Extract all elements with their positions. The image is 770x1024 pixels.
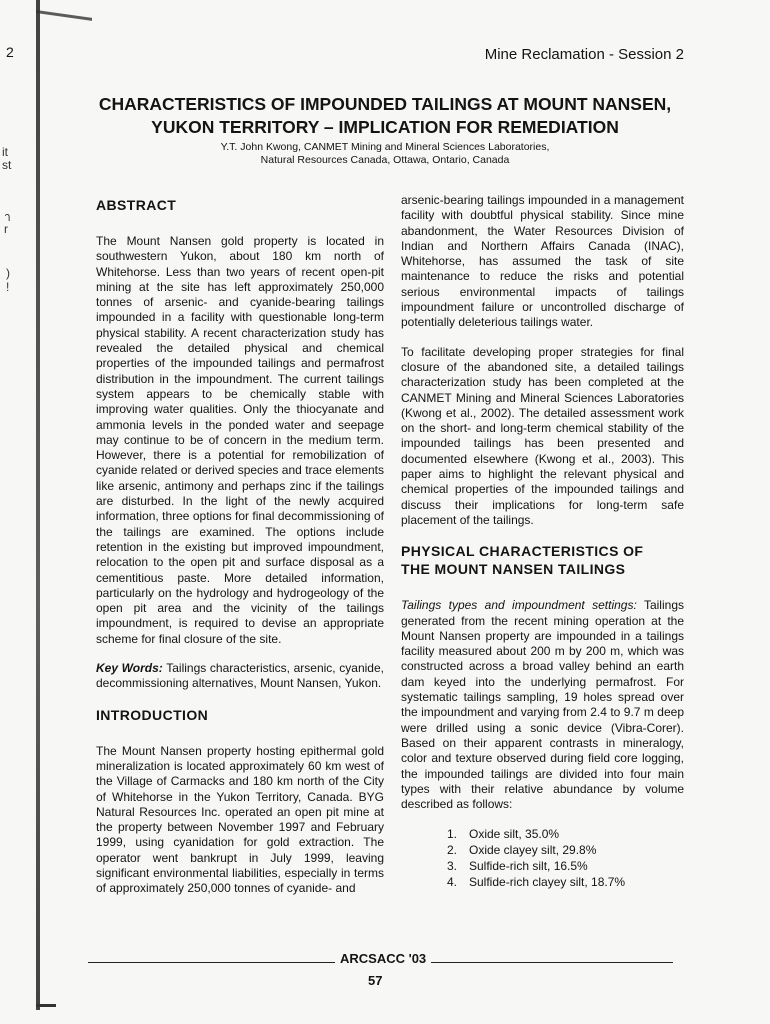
binding-edge bbox=[36, 0, 40, 1010]
footer-conference: ARCSACC '03 bbox=[335, 951, 431, 966]
page-number: 57 bbox=[368, 973, 383, 988]
closure-paragraph: To facilitate developing proper strategies for final closure of the abandoned site, a detailed tailings characterization study has been completed at the CANMET Mining and Mineral Sciences Laboratories (Kwong et al., 2002). The detailed assessment work on the short- and long-term chemical stability of the impounded tailings has been presented and documented elsewhere (Kwong et al., 2003). This paper aims to highlight the relevant physical and chemical properties of the impounded tailings and discuss their implications for long-term safe placement of the tailings. bbox=[401, 344, 684, 527]
list-number: 1. bbox=[447, 827, 458, 842]
keywords-text: Tailings characteristics, arsenic, cyanide, decommissioning alternatives, Mount Nansen, Yukon. bbox=[96, 661, 384, 691]
tailings-types-text: Tailings generated from the recent mining operation at the Mount Nansen property are impounded in a tailings facility measured about 200 m by 200 m, which was constructed across a broad valley behind an earth dam keyed into the underlying permafrost. For systematic tailings sampling, 19 holes spread over the impoundment and varying from 2.4 to 9.7 m deep were drilled using a sonic device (Vibra-Corer). Based on their apparent contrasts in mineralogy, color and texture observed during field core logging, the impounded tailings are divided into four main types with their relative abundance by volume described as follows: bbox=[401, 598, 684, 812]
title-line: CHARACTERISTICS OF IMPOUNDED TAILINGS AT MOUNT NANSEN, bbox=[98, 94, 672, 114]
binding-foot bbox=[36, 1004, 56, 1007]
heading-line: PHYSICAL CHARACTERISTICS OF bbox=[401, 543, 644, 560]
margin-mark: st bbox=[2, 158, 12, 172]
margin-mark: ! bbox=[6, 280, 10, 294]
margin-mark: า bbox=[4, 210, 11, 224]
list-text: Sulfide-rich silt, 16.5% bbox=[469, 859, 588, 874]
facing-page-number: 2 bbox=[6, 44, 14, 60]
margin-mark: r bbox=[4, 222, 8, 236]
tailings-types-paragraph bbox=[401, 598, 684, 812]
margin-mark: ) bbox=[6, 266, 10, 280]
author-line: Y.T. John Kwong, CANMET Mining and Mineral Sciences Laboratories, bbox=[220, 141, 550, 153]
list-item bbox=[447, 826, 730, 842]
margin-mark: it bbox=[2, 145, 8, 159]
right-column bbox=[401, 193, 684, 890]
paper-title bbox=[60, 93, 710, 139]
keywords-label: Key Words: bbox=[96, 661, 163, 676]
list-item bbox=[447, 874, 730, 890]
run-in-heading: Tailings types and impoundment settings: bbox=[401, 598, 637, 613]
physical-characteristics-heading bbox=[401, 542, 684, 578]
title-line: YUKON TERRITORY – IMPLICATION FOR REMEDIATION bbox=[151, 117, 619, 137]
introduction-heading: INTRODUCTION bbox=[96, 706, 209, 723]
author-block bbox=[60, 141, 710, 167]
tailings-type-list bbox=[447, 826, 730, 890]
introduction-text: The Mount Nansen property hosting epithermal gold mineralization is located approximately 60 km west of the Village of Carmacks and 180 km north of the City of Whitehorse in the Yukon Territory, Canada. BYG Natural Resources Inc. operated an open pit mine at the property between November 1997 and February 1999, using cyanidation for gold extraction. The operator went bankrupt in July 1999, leaving significant environmental liabilities, especially in terms of approximately 250,000 tonnes of cyanide- and bbox=[96, 743, 384, 896]
affiliation-line: Natural Resources Canada, Ottawa, Ontario, Canada bbox=[260, 154, 510, 166]
abstract-text: The Mount Nansen gold property is located in southwestern Yukon, about 180 km north of Whitehorse. Less than two years of recent open-pit mining at the site has left approximately 250,000 tonnes of arsenic- and cyanide-bearing tailings impounded in a facility with questionable long-term physical stability. A recent characterization study has revealed the detailed physical and chemical properties of the impounded tailings and permafrost distribution in the impoundment. The current tailings system appears to be chemically stable with improving water qualities. Only the thiocyanate and ammonia levels in the ponded water and seepage may continue to be of concern in the medium term. However, there is a potential for remobilization of cyanide related or derived species and trace elements like arsenic, antimony and perhaps zinc if the tailings are disturbed. In the light of the newly acquired information, three options for final decommissioning of the tailings are examined. The options include retention in the existing but improved impoundment, relocation to the open pit and surface disposal as a cementitious paste. More detailed information, particularly on the hydrology and hydrogeology of the open pit area and the vicinity of the tailings impoundment, is required to devise an appropriate scheme for final closure of the site. bbox=[96, 234, 384, 646]
keywords bbox=[96, 661, 384, 692]
binding-corner bbox=[36, 10, 92, 51]
list-number: 3. bbox=[447, 859, 458, 874]
heading-line: THE MOUNT NANSEN TAILINGS bbox=[401, 561, 626, 578]
list-number: 4. bbox=[447, 875, 458, 890]
running-head: Mine Reclamation - Session 2 bbox=[484, 46, 684, 63]
list-text: Sulfide-rich clayey silt, 18.7% bbox=[469, 875, 626, 890]
list-text: Oxide silt, 35.0% bbox=[469, 827, 560, 842]
list-number: 2. bbox=[447, 843, 458, 858]
left-column bbox=[96, 196, 384, 911]
list-item bbox=[447, 858, 730, 874]
list-text: Oxide clayey silt, 29.8% bbox=[469, 843, 597, 858]
abstract-heading: ABSTRACT bbox=[96, 197, 177, 213]
continuation-paragraph: arsenic-bearing tailings impounded in a management facility with doubtful physical stability. Since mine abandonment, the Water Resources Division of Indian and Northern Affairs Canada (INAC), Whitehorse, has assumed the task of site maintenance to reduce the risks and potential serious environmental impacts of tailings impoundment failure or uncontrolled discharge of potentially deleterious tailings water. bbox=[401, 193, 684, 330]
list-item bbox=[447, 842, 730, 858]
